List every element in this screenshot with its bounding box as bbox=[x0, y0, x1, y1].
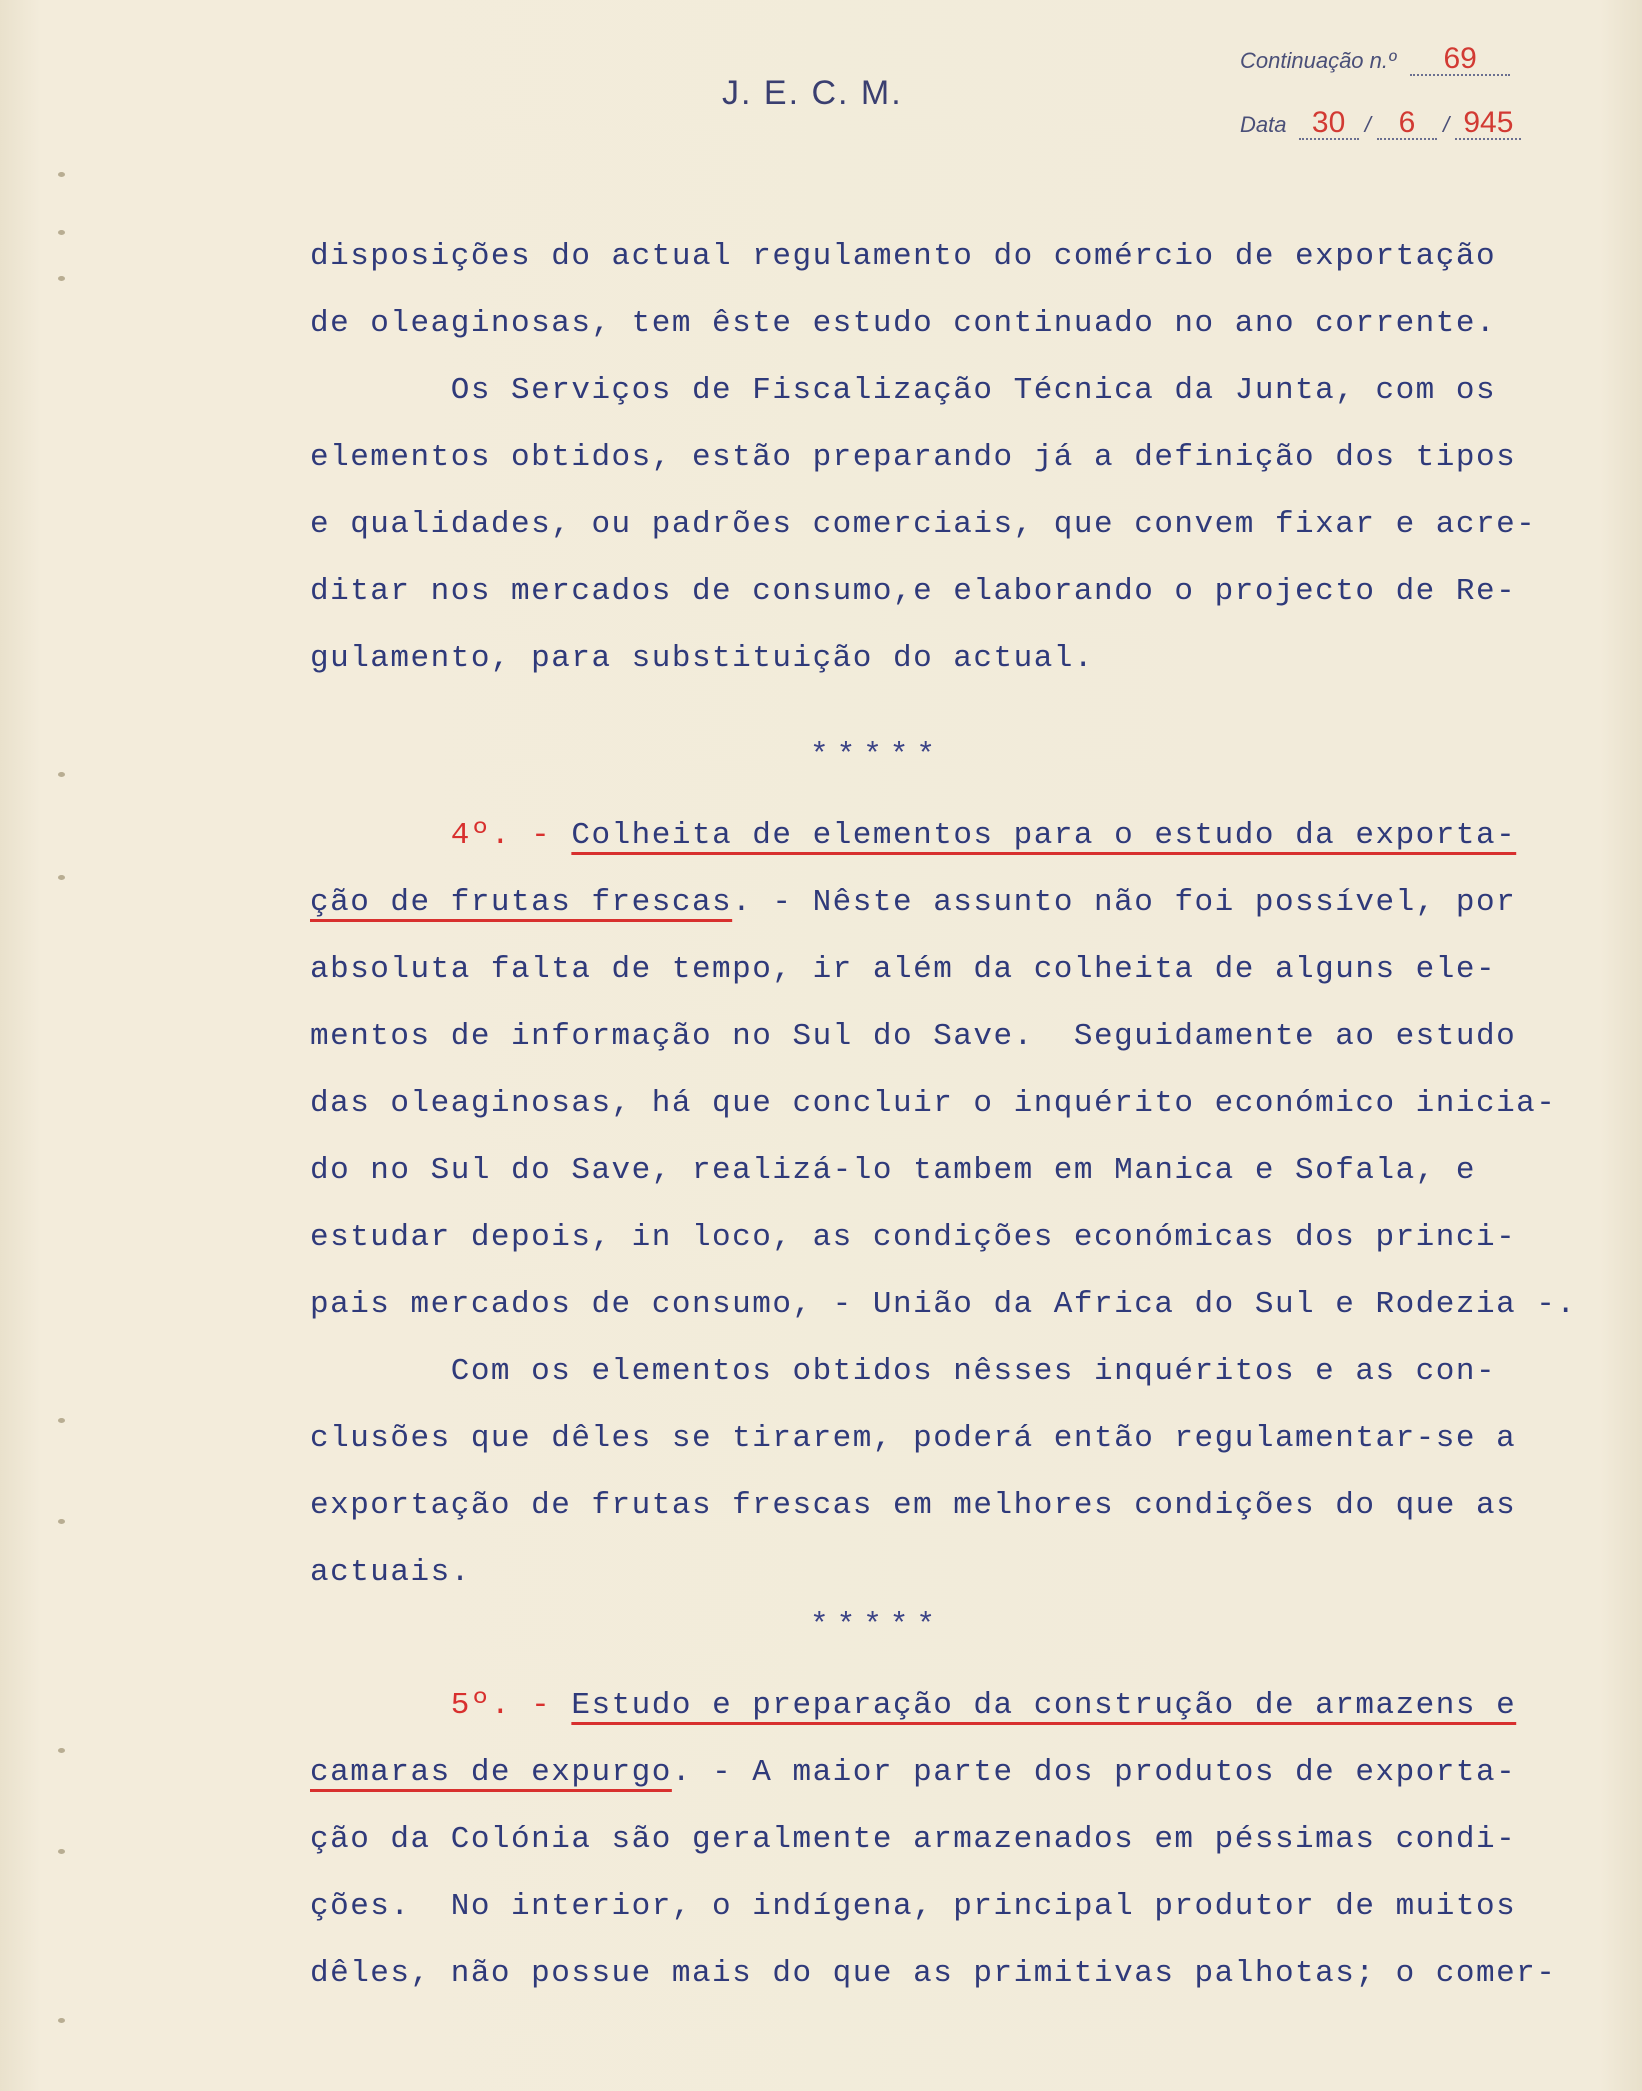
section-title: ção de frutas frescas bbox=[310, 885, 733, 920]
date-month: 6 bbox=[1377, 108, 1437, 140]
text-line: de oleaginosas, tem êste estudo continuado no ano corrente. bbox=[310, 306, 1497, 341]
binder-hole bbox=[58, 172, 65, 177]
letterhead: J. E. C. M. bbox=[722, 74, 903, 112]
date-field bbox=[1240, 108, 1521, 140]
text-line: ção da Colónia são geralmente armazenados em péssimas condi- bbox=[310, 1822, 1517, 1857]
text-line: Com os elementos obtidos nêsses inquéritos e as con- bbox=[310, 1354, 1497, 1389]
section-number: 5º. - bbox=[450, 1688, 552, 1723]
binder-hole bbox=[58, 230, 65, 235]
text-fragment: . - Nêste assunto não foi possível, por bbox=[732, 885, 1517, 920]
text-fragment: . - A maior parte dos produtos de exporta- bbox=[671, 1755, 1517, 1790]
continuation-number: 69 bbox=[1410, 44, 1510, 76]
text-line: absoluta falta de tempo, ir além da colheita de alguns ele- bbox=[310, 952, 1497, 987]
binder-hole bbox=[58, 1748, 65, 1753]
text-line: estudar depois, in loco, as condições económicas dos princi- bbox=[310, 1220, 1517, 1255]
text-line: clusões que dêles se tirarem, poderá então regulamentar-se a bbox=[310, 1421, 1517, 1456]
section-title: Estudo e preparação da construção de armazens e bbox=[571, 1688, 1517, 1723]
text-line: ditar nos mercados de consumo,e elaborando o projecto de Re- bbox=[310, 574, 1517, 609]
section-separator: ***** bbox=[810, 1608, 944, 1643]
text-line: ções. No interior, o indígena, principal produtor de muitos bbox=[310, 1889, 1517, 1924]
text-line: Os Serviços de Fiscalização Técnica da Junta, com os bbox=[310, 373, 1497, 408]
text-line: gulamento, para substituição do actual. bbox=[310, 641, 1095, 676]
text-line: disposições do actual regulamento do comércio de exportação bbox=[310, 239, 1497, 274]
text-line: actuais. bbox=[310, 1555, 471, 1590]
continuation-label: Continuação n.º bbox=[1240, 48, 1397, 73]
binder-hole bbox=[58, 772, 65, 777]
text-line bbox=[310, 883, 1516, 923]
section-title: camaras de expurgo bbox=[310, 1755, 672, 1790]
binder-hole bbox=[58, 1418, 65, 1423]
text-line: e qualidades, ou padrões comerciais, que convem fixar e acre- bbox=[310, 507, 1537, 542]
text-line: elementos obtidos, estão preparando já a definição dos tipos bbox=[310, 440, 1517, 475]
text-line: dêles, não possue mais do que as primitivas palhotas; o comer- bbox=[310, 1956, 1557, 1991]
date-day: 30 bbox=[1299, 108, 1359, 140]
section-number: 4º. - bbox=[450, 818, 552, 853]
binder-hole bbox=[58, 2018, 65, 2023]
text-line bbox=[310, 1753, 1516, 1793]
text-line: do no Sul do Save, realizá-lo tambem em Manica e Sofala, e bbox=[310, 1153, 1476, 1188]
date-separator: / bbox=[1443, 112, 1450, 137]
section-5-heading bbox=[310, 1686, 1516, 1726]
binder-hole bbox=[58, 276, 65, 281]
binder-hole bbox=[58, 1849, 65, 1854]
date-year: 945 bbox=[1455, 108, 1521, 140]
text-line: pais mercados de consumo, - União da Africa do Sul e Rodezia -. bbox=[310, 1287, 1577, 1322]
date-separator: / bbox=[1364, 112, 1371, 137]
section-separator: ***** bbox=[810, 738, 944, 773]
section-title: Colheita de elementos para o estudo da exporta- bbox=[571, 818, 1517, 853]
binder-hole bbox=[58, 1519, 65, 1524]
continuation-field bbox=[1240, 44, 1510, 76]
text-line: mentos de informação no Sul do Save. Seguidamente ao estudo bbox=[310, 1019, 1517, 1054]
date-label: Data bbox=[1240, 112, 1287, 137]
text-line: exportação de frutas frescas em melhores condições do que as bbox=[310, 1488, 1517, 1523]
text-line: das oleaginosas, há que concluir o inquérito económico inicia- bbox=[310, 1086, 1557, 1121]
binder-hole bbox=[58, 875, 65, 880]
section-4-heading bbox=[310, 816, 1516, 856]
